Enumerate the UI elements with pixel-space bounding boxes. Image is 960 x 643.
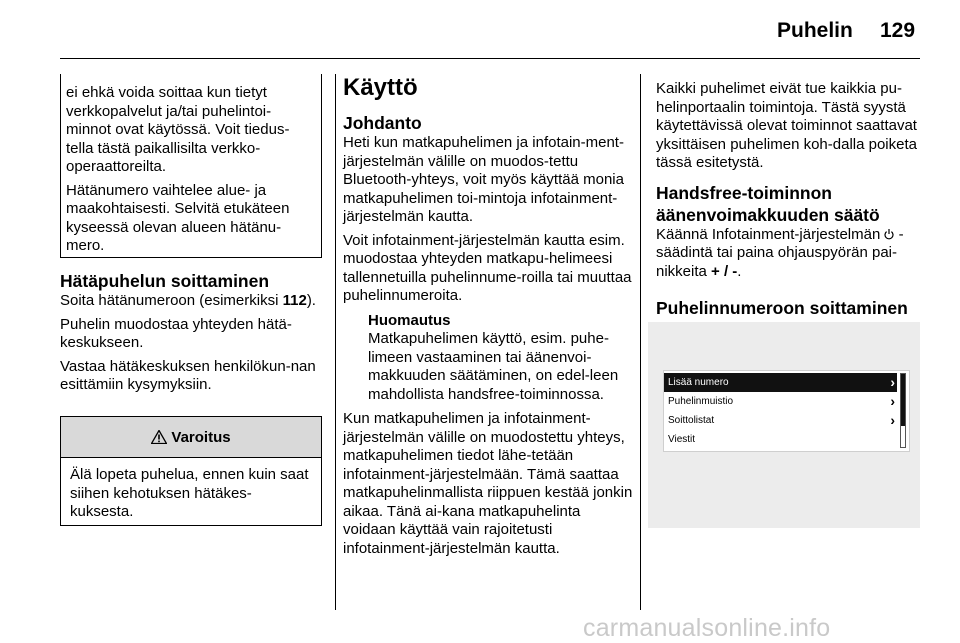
scrollbar-thumb[interactable] (901, 374, 905, 426)
volume-heading: Handsfree-toiminnon äänenvoimakkuuden säätö (656, 182, 880, 225)
menu-item-phonebook[interactable] (664, 392, 897, 411)
warning-box (60, 416, 322, 526)
warning-header (61, 417, 321, 458)
column-divider-1 (335, 74, 336, 610)
dialing-heading: Puhelinnumeroon soittaminen (656, 298, 908, 318)
menu-item-messages[interactable] (664, 430, 897, 449)
volume-keys: + / - (711, 262, 738, 280)
usage-heading: Käyttö (343, 74, 418, 101)
volume-text-end: . (737, 262, 742, 280)
column-3-body (656, 80, 926, 319)
menu-item-label: Viestit (668, 434, 696, 445)
power-knob-icon (884, 227, 894, 239)
note-text: Matkapuhelimen käyttö, esim. puhe-limeen vastaaminen tai äänenvoi-makkuuden säätäminen, on edel-leen mahdollista handsfree-toiminnossa. (368, 330, 619, 403)
note-title: Huomautus (368, 311, 451, 329)
emergency-call-paragraph-2: Puhelin muodostaa yhteyden hätä-keskukseen. (60, 315, 292, 351)
emergency-call-paragraph-1 (60, 292, 322, 311)
notice-paragraph-2: Hätänumero vaihtelee alue- ja maakohtaisesti. Selvitä etukäteen kyseessä olevan alueen hätänu-mero. (66, 181, 290, 254)
emergency-number: 112 (282, 292, 307, 309)
phone-menu-screen (663, 370, 910, 452)
volume-paragraph (656, 226, 926, 282)
emergency-call-text-end: ). (306, 292, 316, 309)
watermark: carmanualsonline.info (583, 614, 831, 642)
running-header-title: Puhelin (777, 19, 853, 42)
column-1-body (60, 270, 322, 400)
menu-item-add-number[interactable] (664, 373, 897, 392)
header-rule (60, 58, 920, 59)
menu-item-label: Soittolistat (668, 415, 715, 426)
intro-paragraph-1: Heti kun matkapuhelimen ja infotain-ment-järjestelmän välille on muodos-tettu Bluetooth-yhteys, voit myös käyttää monia matkapuhelimen toi-mintoja infotainment-järjestelmän kautta. (343, 134, 624, 225)
volume-text-b: -säädintä tai paina ohjauspyörän pai-nikkeita (656, 225, 904, 280)
notice-paragraph-1: ei ehkä voida soittaa kun tietyt verkkopalvelut ja/tai puhelintoi-minnot ovat käytössä. Voit tiedus-tella tästä paikallisilta verkko-operaattoreilta. (66, 84, 290, 175)
compat-paragraph: Kaikki puhelimet eivät tue kaikkia pu-helinportaalin toimintoja. Tästä syystä käytettävissä olevat toiminnot saattavat yksittäisen puhelimen koh-dalla poiketa tässä esitetystä. (656, 80, 917, 171)
volume-text-a: Käännä Infotainment-järjestelmän (656, 225, 881, 243)
column-divider-2 (640, 74, 641, 610)
page-number: 129 (880, 19, 916, 42)
menu-item-label: Lisää numero (668, 377, 729, 388)
continued-notice-box (60, 74, 322, 258)
emergency-call-paragraph-3: Vastaa hätäkeskuksen henkilökun-nan esittämiin kysymyksiin. (60, 357, 316, 393)
warning-triangle-icon (151, 430, 167, 444)
chevron-right-icon: › (890, 393, 895, 409)
menu-item-call-lists[interactable] (664, 411, 897, 430)
intro-paragraph-2: Voit infotainment-järjestelmän kautta esim. muodostaa yhteyden matkapu-helimeesi tallennetuilla puhelinnume-roilla tai muuttaa puhelinnumeroita. (343, 231, 632, 304)
chevron-right-icon: › (890, 374, 895, 390)
column-2-body (343, 74, 635, 563)
intro-paragraph-3: Kun matkapuhelimen ja infotainment-järjestelmän välille on muodostettu yhteys, matkapuhelimen tiedot lähe-tetään infotainment-järjestelmään. Tämä saattaa matkapuhelinmallista riippuen kestää jonkin aikaa. Tänä ai-kana matkapuhelinta voidaan käyttää vain rajoitetusti infotainment-järjestelmän kautta. (343, 410, 633, 557)
menu-scrollbar[interactable] (900, 373, 906, 448)
infotainment-screenshot (648, 322, 920, 528)
chevron-right-icon: › (890, 412, 895, 428)
warning-text: Älä lopeta puhelua, ennen kuin saat siihen kehotuksen hätäkes-kuksesta. (70, 466, 309, 520)
emergency-call-heading: Hätäpuhelun soittaminen (60, 271, 270, 291)
note-block (343, 312, 635, 405)
menu-item-label: Puhelinmuistio (668, 396, 734, 407)
emergency-call-text: Soita hätänumeroon (esimerkiksi (60, 292, 279, 309)
warning-title: Varoitus (171, 428, 231, 446)
intro-subheading: Johdanto (343, 113, 422, 133)
